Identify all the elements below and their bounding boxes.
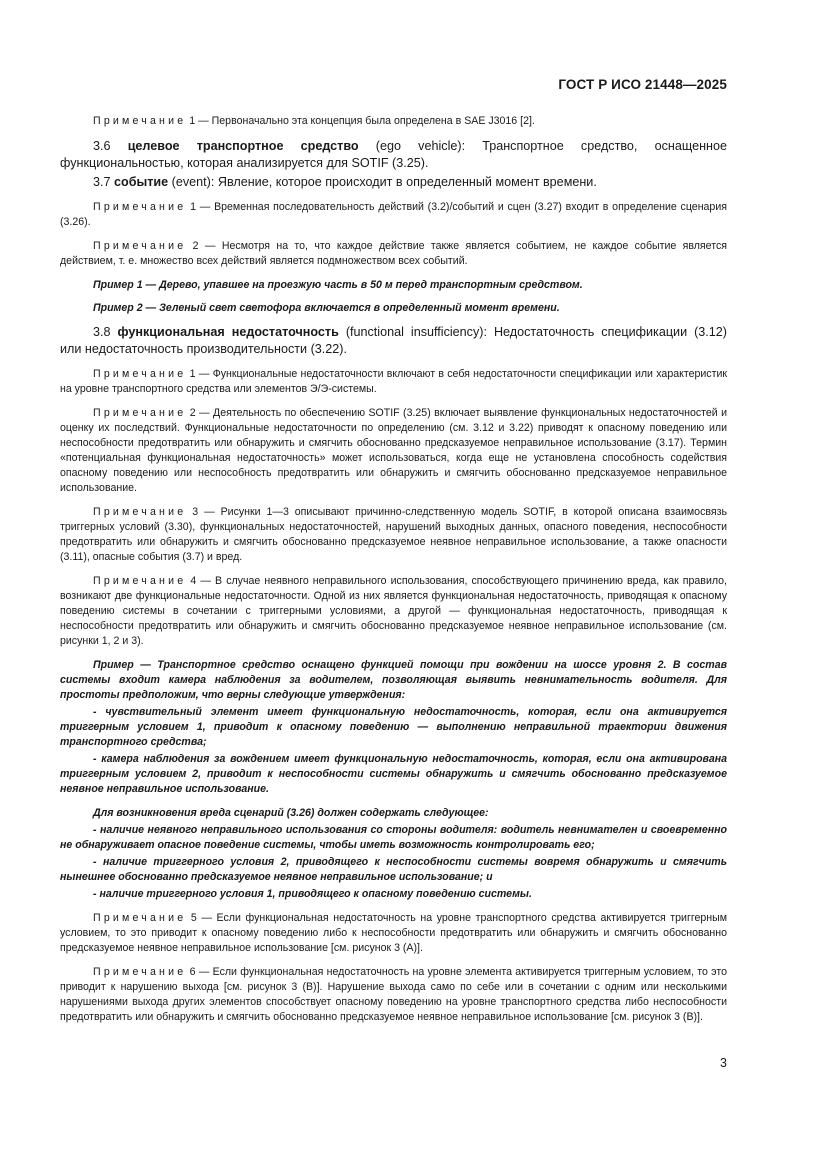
example-list-item: Для возникновения вреда сценарий (3.26) должен содержать следующее: (93, 807, 489, 819)
note-text: — В случае неявного неправильного использования, способствующего причинению вреда, как правило, возникают две функциональные недостаточности. Одной из них является функциональная недостаточность, приводящая к опасному поведению системы в сочетании с триггерными условиями, а другой — функциональная недостаточность, приводящая к неспособности предотвратить или обнаружить и смягчить обоснованно предсказуемое неявное неправильное использование (см. рисунки 1, 2 и 3). (60, 575, 727, 647)
note-number: 2 (192, 240, 199, 252)
document-body (60, 114, 727, 1034)
note (60, 406, 727, 496)
note (60, 367, 727, 397)
note-text: — Рисунки 1—3 описывают причинно-следственную модель SOTIF, в которой описана взаимосвязь триггерных условий (3.30), функциональных недостаточностей, нарушений выходных данных, опасного поведения, неспособности предотвратить или обнаружить и смягчить обоснованно предсказуемое неявное неправильное использование, а также опасности (3.11), опасные события (3.7) и вред. (60, 506, 727, 563)
note-text: — Функциональные недостаточности включают в себя недостаточности спецификации или характеристик на уровне транспортного средства или элементов Э/Э-системы. (60, 368, 727, 395)
note (60, 239, 727, 269)
note-label: Примечание (93, 407, 187, 419)
term-definition (60, 174, 727, 191)
example-list-item: - наличие триггерного условия 2, приводящего к неспособности системы вовремя обнаружить и смягчить нынешнее обоснованно предсказуемое неявное неправильное использование; и (60, 856, 727, 883)
page-number: 3 (720, 1056, 727, 1070)
note (60, 114, 727, 129)
note-text: — Несмотря на то, что каждое действие также является событием, не каждое событие является действием, т. е. множество всех действий является подмножеством всех событий. (60, 240, 727, 267)
note-label: Примечание (93, 201, 187, 213)
document-header: ГОСТ Р ИСО 21448—2025 (558, 77, 727, 92)
term-name: событие (114, 175, 169, 189)
note-label: Примечание (93, 115, 187, 127)
note-number: 1 (189, 368, 196, 380)
note-label: Примечание (93, 368, 187, 380)
term-number: 3.6 (93, 139, 111, 153)
note-text: — Если функциональная недостаточность на уровне транспортного средства активируется триггерным условием, то это приводит к опасному поведению либо к неспособности предотвратить или обнаружить и смягчить обоснованно предсказуемое неявное неправильное использование [см. рисунок 3 (А)]. (60, 912, 727, 954)
term-number: 3.7 (93, 175, 111, 189)
term-name: функциональная недостаточность (117, 325, 339, 339)
term-text: (functional insufficiency): Недостаточность спецификации (3.12) или недостаточность производительности (3.22). (60, 325, 727, 356)
note (60, 911, 727, 956)
note-number: 5 (190, 912, 197, 924)
note-number: 4 (190, 575, 197, 587)
note (60, 505, 727, 565)
term-definition (60, 324, 727, 358)
note (60, 965, 727, 1025)
example: Пример — Транспортное средство оснащено функцией помощи при вождении на шоссе уровня 2. В состав системы входит камера наблюдения за водителем, позволяющая выявить невнимательность водителя. Для простоты предположим, что верны следующие утверждения: (60, 659, 727, 701)
note (60, 200, 727, 230)
note-text: — Первоначально эта концепция была определена в SAE J3016 [2]. (198, 115, 535, 127)
example: Пример 2 — Зеленый свет светофора включается в определенный момент времени. (93, 302, 560, 314)
note (60, 574, 727, 649)
term-text: (event): Явление, которое происходит в определенный момент времени. (171, 175, 597, 189)
term-text: (ego vehicle): Транспортное средство, оснащенное функциональностью, которая анализируется для SOTIF (3.25). (60, 139, 727, 170)
note-number: 6 (189, 966, 196, 978)
note-label: Примечание (93, 575, 187, 587)
note-number: 1 (190, 201, 196, 213)
example-list-item: - наличие триггерного условия 1, приводящего к опасному поведению системы. (93, 888, 532, 900)
term-name: целевое транспортное средство (127, 139, 359, 153)
note-number: 2 (189, 407, 196, 419)
example-list-item: - чувствительный элемент имеет функциональную недостаточность, которая, если она активируется триггерным условием 1, приводит к опасному поведению — выполнению неправильной траектории движения транспортного средства; (60, 706, 727, 748)
example-list-item: - наличие неявного неправильного использования со стороны водителя: водитель невнимателен и своевременно не обнаруживает опасное поведение системы, чтобы иметь возможность контролировать его; (60, 824, 727, 851)
note-text: — Временная последовательность действий (3.2)/событий и сцен (3.27) входит в определение сценария (3.26). (60, 201, 727, 228)
note-label: Примечание (93, 506, 187, 518)
note-text: — Деятельность по обеспечению SOTIF (3.25) включает выявление функциональных недостаточностей и оценку их последствий. Функциональные недостаточности по определению (см. 3.12 и 3.22) приводят к опасному поведению или неспособности предотвратить или обнаружить и смягчить обоснованно предсказуемое неправильное использование (3.17). Термин «потенциальная функциональная недостаточность» может использоваться, когда еще не установлена способность содействия опасному поведению или неспособность предотвратить или обнаружить и смягчить обоснованно предсказуемое неправильное использование. (60, 407, 728, 494)
note-number: 1 (189, 115, 196, 127)
example-list-item: - камера наблюдения за вождением имеет функциональную недостаточность, которая, если она активирована триггерным условием 2, приводит к неспособности системы обнаружить и смягчить обоснованно предсказуемое неявное неправильное использование. (60, 753, 727, 795)
term-number: 3.8 (93, 325, 111, 339)
note-number: 3 (192, 506, 199, 518)
note-text: — Если функциональная недостаточность на уровне элемента активируется триггерным условием, то это приводит к нарушению выхода [см. рисунок 3 (В)]. Нарушение выхода само по себе или в сочетании с одним или несколькими нарушениями выхода других элементов способствует опасному поведению на уровне транспортного средства либо неспособности предотвратить или обнаружить и смягчить обоснованно предсказуемое неявное неправильное использование [см. рисунок 3 (В)]. (60, 966, 727, 1023)
note-label: Примечание (93, 240, 187, 252)
note-label: Примечание (93, 966, 187, 978)
example: Пример 1 — Дерево, упавшее на проезжую часть в 50 м перед транспортным средством. (93, 279, 583, 291)
term-definition (60, 138, 727, 172)
note-label: Примечание (93, 912, 187, 924)
